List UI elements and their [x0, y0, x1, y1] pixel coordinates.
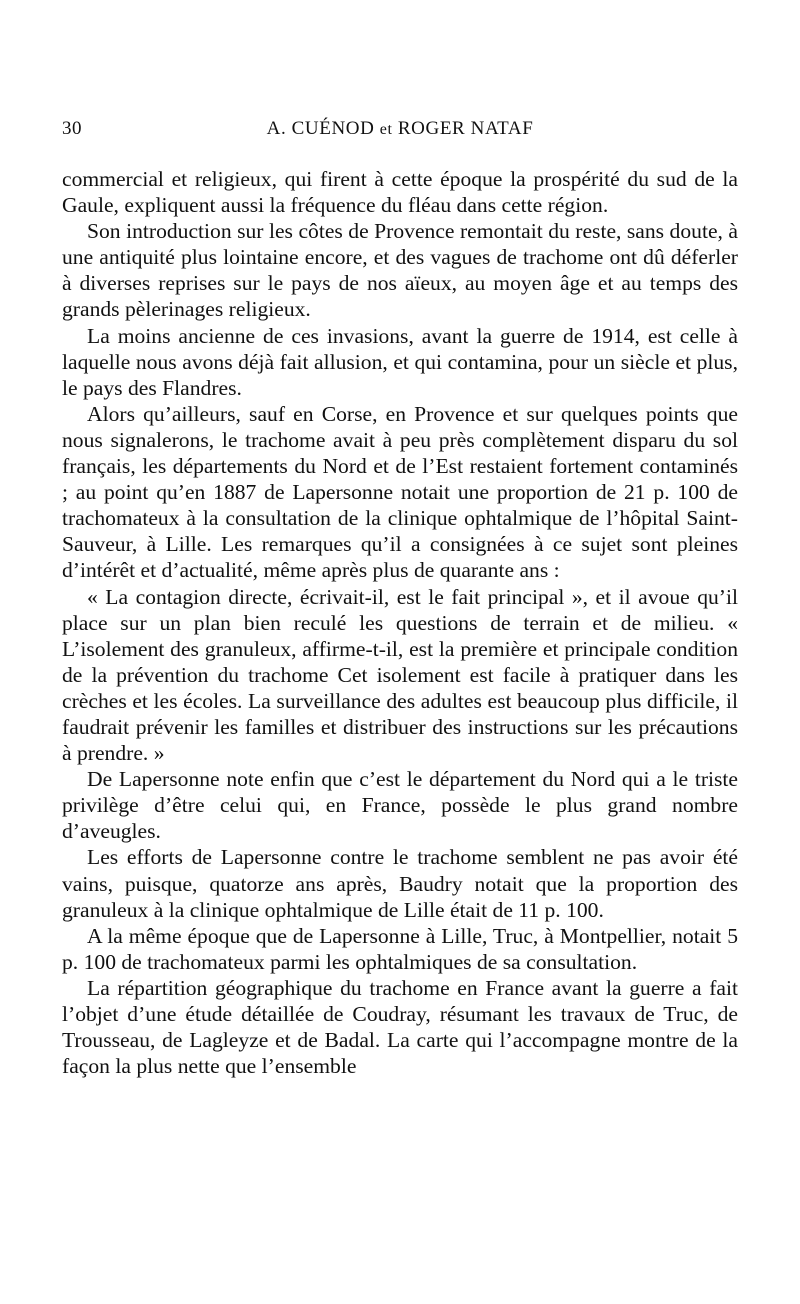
paragraph-montpellier: A la même époque que de Lapersonne à Lille, Truc, à Montpellier, notait 5 p. 100 de trachomateux parmi les ophtalmiques de sa consultation. — [62, 923, 738, 974]
page-number: 30 — [62, 118, 82, 139]
paragraph-quotation: « La contagion directe, écrivait-il, est le fait principal », et il avoue qu’il place sur un plan bien reculé les questions de terrain et de milieu. « L’isolement des granuleux, affirme-t-il, est la première et principale condition de la prévention du trachome Cet isolement est facile à pratiquer dans les crèches et les écoles. La surveillance des adultes est beaucoup plus difficile, il faudrait prévenir les familles et distribuer des instructions sur les précautions à prendre. » — [62, 584, 738, 766]
paragraph-repartition: La répartition géographique du trachome en France avant la guerre a fait l’objet d’une étude détaillée de Coudray, résumant les travaux de Truc, de Trousseau, de Lagleyze et de Badal. La carte qui l’accompagne montre de la façon la plus nette que l’ensemble — [62, 975, 738, 1079]
author-conjunction: et — [379, 121, 393, 138]
paragraph-invasions: La moins ancienne de ces invasions, avant la guerre de 1914, est celle à laquelle nous avons déjà fait allusion, et qui contamina, pour un siècle et plus, le pays des Flandres. — [62, 323, 738, 400]
author-b: ROGER NATAF — [397, 118, 534, 139]
body-text — [62, 166, 738, 1079]
paragraph-efforts: Les efforts de Lapersonne contre le trachome semblent ne pas avoir été vains, puisque, quatorze ans après, Baudry notait que la proportion des granuleux à la clinique ophtalmique de Lille était de 11 p. 100. — [62, 845, 738, 922]
paragraph-introduction-provence: Son introduction sur les côtes de Provence remontait du reste, sans doute, à une antiquité plus lointaine encore, et des vagues de trachome ont dû déferler à diverses reprises sur le pays de nos aïeux, au moyen âge et au temps des grands pèlerinages religieux. — [62, 219, 738, 322]
running-head — [62, 118, 738, 148]
paragraph-continuation: commercial et religieux, qui firent à cette époque la prospérité du sud de la Gaule, expliquent aussi la fréquence du fléau dans cette région. — [62, 167, 738, 218]
running-title — [62, 118, 738, 140]
paragraph-nord-est: Alors qu’ailleurs, sauf en Corse, en Provence et sur quelques points que nous signalerons, le trachome avait à peu près complètement disparu du sol français, les départements du Nord et de l’Est restaient fortement contaminés ; au point qu’en 1887 de Lapersonne notait une proportion de 21 p. 100 de trachomateux à la consultation de la clinique ophtalmique de l’hôpital Saint-Sauveur, à Lille. Les remarques qu’il a consignées à ce sujet sont pleines d’intérêt et d’actualité, même après plus de quarante ans : — [62, 401, 738, 583]
paragraph-aveugles: De Lapersonne note enfin que c’est le département du Nord qui a le triste privilège d’être celui qui, en France, possède le plus grand nombre d’aveugles. — [62, 767, 738, 844]
author-a: A. CUÉNOD — [266, 118, 375, 139]
